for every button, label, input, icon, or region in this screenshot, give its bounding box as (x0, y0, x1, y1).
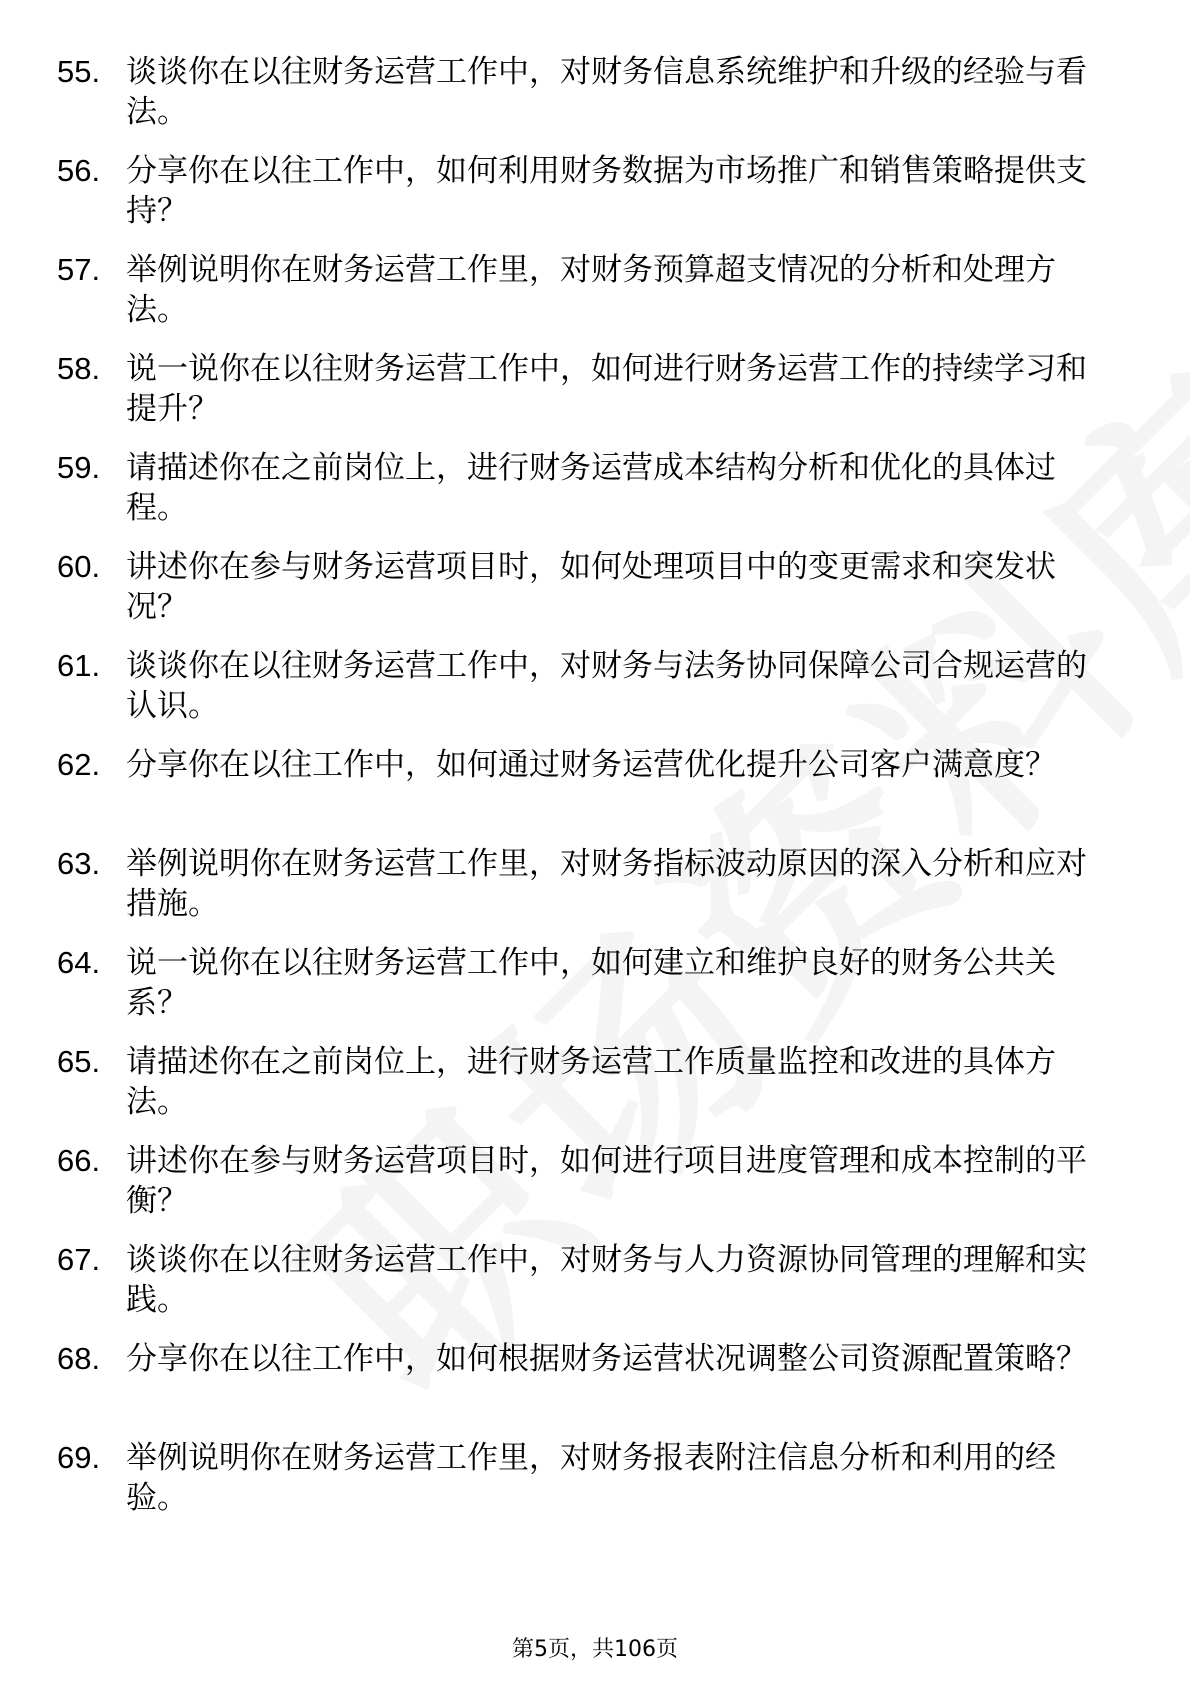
question-number: 60. (57, 549, 101, 584)
list-item (0, 448, 1108, 528)
question-number: 62. (57, 747, 101, 782)
question-number: 66. (57, 1143, 101, 1178)
list-item (0, 1042, 1108, 1122)
question-number: 61. (57, 648, 101, 683)
question-text: 谈谈你在以往财务运营工作中，对财务与人力资源协同管理的理解和实践。 (126, 1242, 1087, 1318)
question-number: 57. (57, 252, 101, 287)
list-item (0, 1141, 1108, 1221)
question-number: 65. (57, 1044, 101, 1079)
question-text: 说一说你在以往财务运营工作中，如何进行财务运营工作的持续学习和提升？ (126, 351, 1087, 427)
list-item (0, 250, 1108, 330)
question-text: 分享你在以往工作中，如何利用财务数据为市场推广和销售策略提供支持？ (126, 153, 1087, 229)
list-item (0, 1339, 1108, 1419)
question-text: 讲述你在参与财务运营项目时，如何进行项目进度管理和成本控制的平衡？ (126, 1143, 1087, 1219)
question-text: 谈谈你在以往财务运营工作中，对财务与法务协同保障公司合规运营的认识。 (126, 648, 1087, 724)
question-text: 举例说明你在财务运营工作里，对财务指标波动原因的深入分析和应对措施。 (126, 846, 1087, 922)
question-number: 59. (57, 450, 101, 485)
list-item (0, 1240, 1108, 1320)
question-text: 分享你在以往工作中，如何通过财务运营优化提升公司客户满意度？ (126, 747, 1056, 783)
list-item (0, 745, 1108, 825)
question-list (0, 52, 1190, 1537)
page-number-label: 第5页，共106页 (512, 1637, 678, 1662)
question-text: 举例说明你在财务运营工作里，对财务预算超支情况的分析和处理方法。 (126, 252, 1056, 328)
list-item (0, 844, 1108, 924)
list-item (0, 349, 1108, 429)
list-item (0, 1438, 1108, 1518)
question-text: 请描述你在之前岗位上，进行财务运营成本结构分析和优化的具体过程。 (126, 450, 1056, 526)
question-number: 55. (57, 54, 101, 89)
question-number: 67. (57, 1242, 101, 1277)
list-item (0, 646, 1108, 726)
question-number: 63. (57, 846, 101, 881)
question-text: 讲述你在参与财务运营项目时，如何处理项目中的变更需求和突发状况？ (126, 549, 1056, 625)
list-item (0, 52, 1108, 132)
question-number: 69. (57, 1440, 101, 1475)
question-text: 说一说你在以往财务运营工作中，如何建立和维护良好的财务公共关系？ (126, 945, 1056, 1021)
question-text: 请描述你在之前岗位上，进行财务运营工作质量监控和改进的具体方法。 (126, 1044, 1056, 1120)
question-text: 谈谈你在以往财务运营工作中，对财务信息系统维护和升级的经验与看法。 (126, 54, 1087, 130)
question-number: 56. (57, 153, 101, 188)
question-text: 举例说明你在财务运营工作里，对财务报表附注信息分析和利用的经验。 (126, 1440, 1056, 1516)
question-number: 68. (57, 1341, 101, 1376)
question-number: 58. (57, 351, 101, 386)
question-number: 64. (57, 945, 101, 980)
list-item (0, 943, 1108, 1023)
list-item (0, 151, 1108, 231)
page-footer (0, 1636, 1190, 1664)
question-text: 分享你在以往工作中，如何根据财务运营状况调整公司资源配置策略？ (126, 1341, 1087, 1377)
list-item (0, 547, 1108, 627)
